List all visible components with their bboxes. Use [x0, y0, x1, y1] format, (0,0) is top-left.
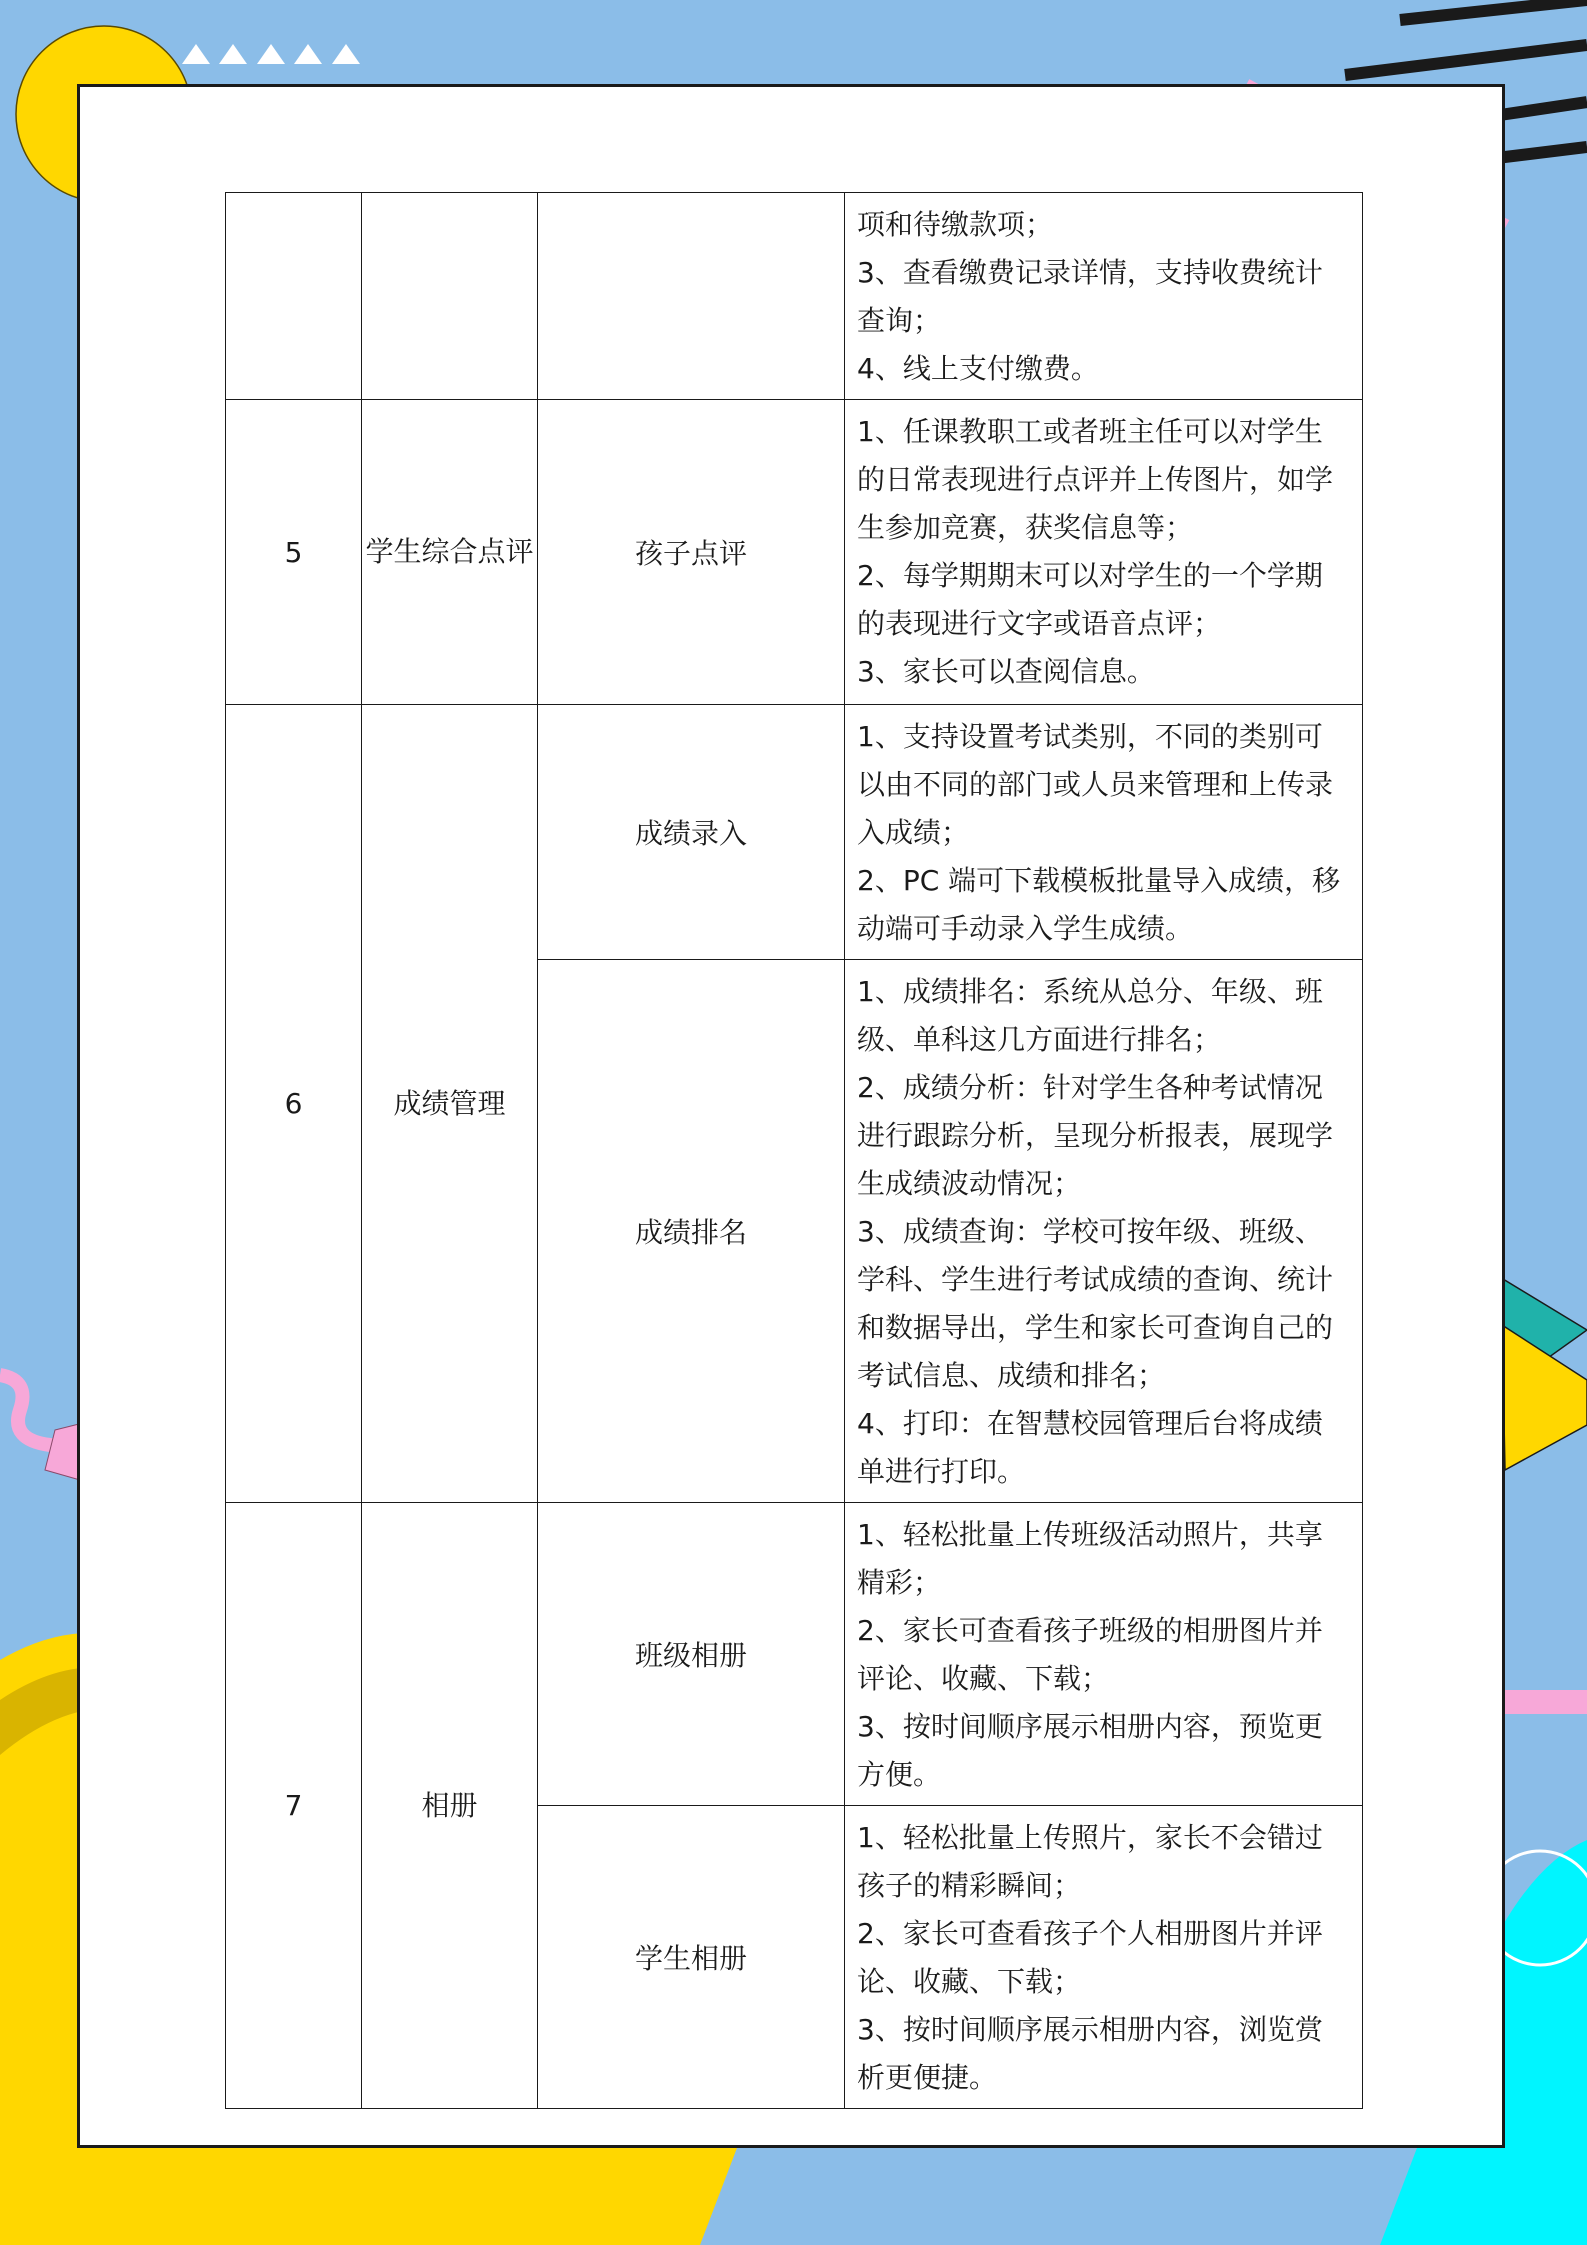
feature-table	[225, 192, 1363, 2109]
table-row	[226, 400, 1363, 705]
description-line: 3、按时间顺序展示相册内容，浏览赏析更便捷。	[857, 2013, 1323, 2094]
description-line: 2、每学期期末可以对学生的一个学期的表现进行文字或语音点评；	[857, 559, 1323, 640]
feature-name-cell: 成绩录入	[538, 705, 845, 960]
feature-description-cell	[845, 705, 1363, 960]
module-name-cell: 成绩管理	[362, 705, 538, 1503]
description-line: 3、按时间顺序展示相册内容，预览更方便。	[857, 1710, 1323, 1791]
description-line: 项和待缴款项；	[857, 208, 1054, 241]
description-line: 1、轻松批量上传班级活动照片，共享精彩；	[857, 1518, 1323, 1599]
feature-name-cell	[538, 193, 845, 400]
description-line: 2、家长可查看孩子个人相册图片并评论、收藏、下载；	[857, 1917, 1323, 1998]
feature-name-cell: 孩子点评	[538, 400, 845, 705]
description-line: 1、轻松批量上传照片，家长不会错过孩子的精彩瞬间；	[857, 1821, 1323, 1902]
row-number-cell: 6	[226, 705, 362, 1503]
description-line: 2、PC 端可下载模板批量导入成绩，移动端可手动录入学生成绩。	[857, 864, 1341, 945]
triangle-2	[219, 44, 247, 64]
feature-name-cell: 学生相册	[538, 1806, 845, 2109]
feature-description-cell	[845, 193, 1363, 400]
feature-name-cell: 班级相册	[538, 1503, 845, 1806]
table-row	[226, 705, 1363, 960]
description-line: 2、成绩分析：针对学生各种考试情况进行跟踪分析，呈现分析报表，展现学生成绩波动情况；	[857, 1071, 1334, 1200]
description-line: 3、成绩查询：学校可按年级、班级、学科、学生进行考试成绩的查询、统计和数据导出，学生和家长可查询自己的考试信息、成绩和排名；	[857, 1215, 1334, 1392]
triangle-4	[294, 44, 322, 64]
triangle-3	[257, 44, 285, 64]
description-line: 2、家长可查看孩子班级的相册图片并评论、收藏、下载；	[857, 1614, 1323, 1695]
description-line: 1、支持设置考试类别，不同的类别可以由不同的部门或人员来管理和上传录入成绩；	[857, 720, 1334, 849]
feature-name-cell: 成绩排名	[538, 960, 845, 1503]
triangle-5	[332, 44, 360, 64]
feature-description-cell	[845, 400, 1363, 705]
description-line: 3、家长可以查阅信息。	[857, 655, 1155, 688]
description-line: 1、成绩排名：系统从总分、年级、班级、单科这几方面进行排名；	[857, 975, 1323, 1056]
feature-description-cell	[845, 1806, 1363, 2109]
row-number-cell	[226, 193, 362, 400]
feature-description-cell	[845, 960, 1363, 1503]
table-row	[226, 193, 1363, 400]
module-name-cell	[362, 193, 538, 400]
row-number-cell: 5	[226, 400, 362, 705]
feature-description-cell	[845, 1503, 1363, 1806]
module-name-cell: 学生综合点评	[362, 400, 538, 705]
description-line: 3、查看缴费记录详情，支持收费统计查询；	[857, 256, 1323, 337]
triangle-1	[182, 44, 210, 64]
table-row	[226, 1503, 1363, 1806]
description-line: 1、任课教职工或者班主任可以对学生的日常表现进行点评并上传图片，如学生参加竞赛，获奖信息等；	[857, 415, 1334, 544]
description-line: 4、线上支付缴费。	[857, 352, 1099, 385]
row-number-cell: 7	[226, 1503, 362, 2109]
description-line: 4、打印：在智慧校园管理后台将成绩单进行打印。	[857, 1407, 1323, 1488]
module-name-cell: 相册	[362, 1503, 538, 2109]
